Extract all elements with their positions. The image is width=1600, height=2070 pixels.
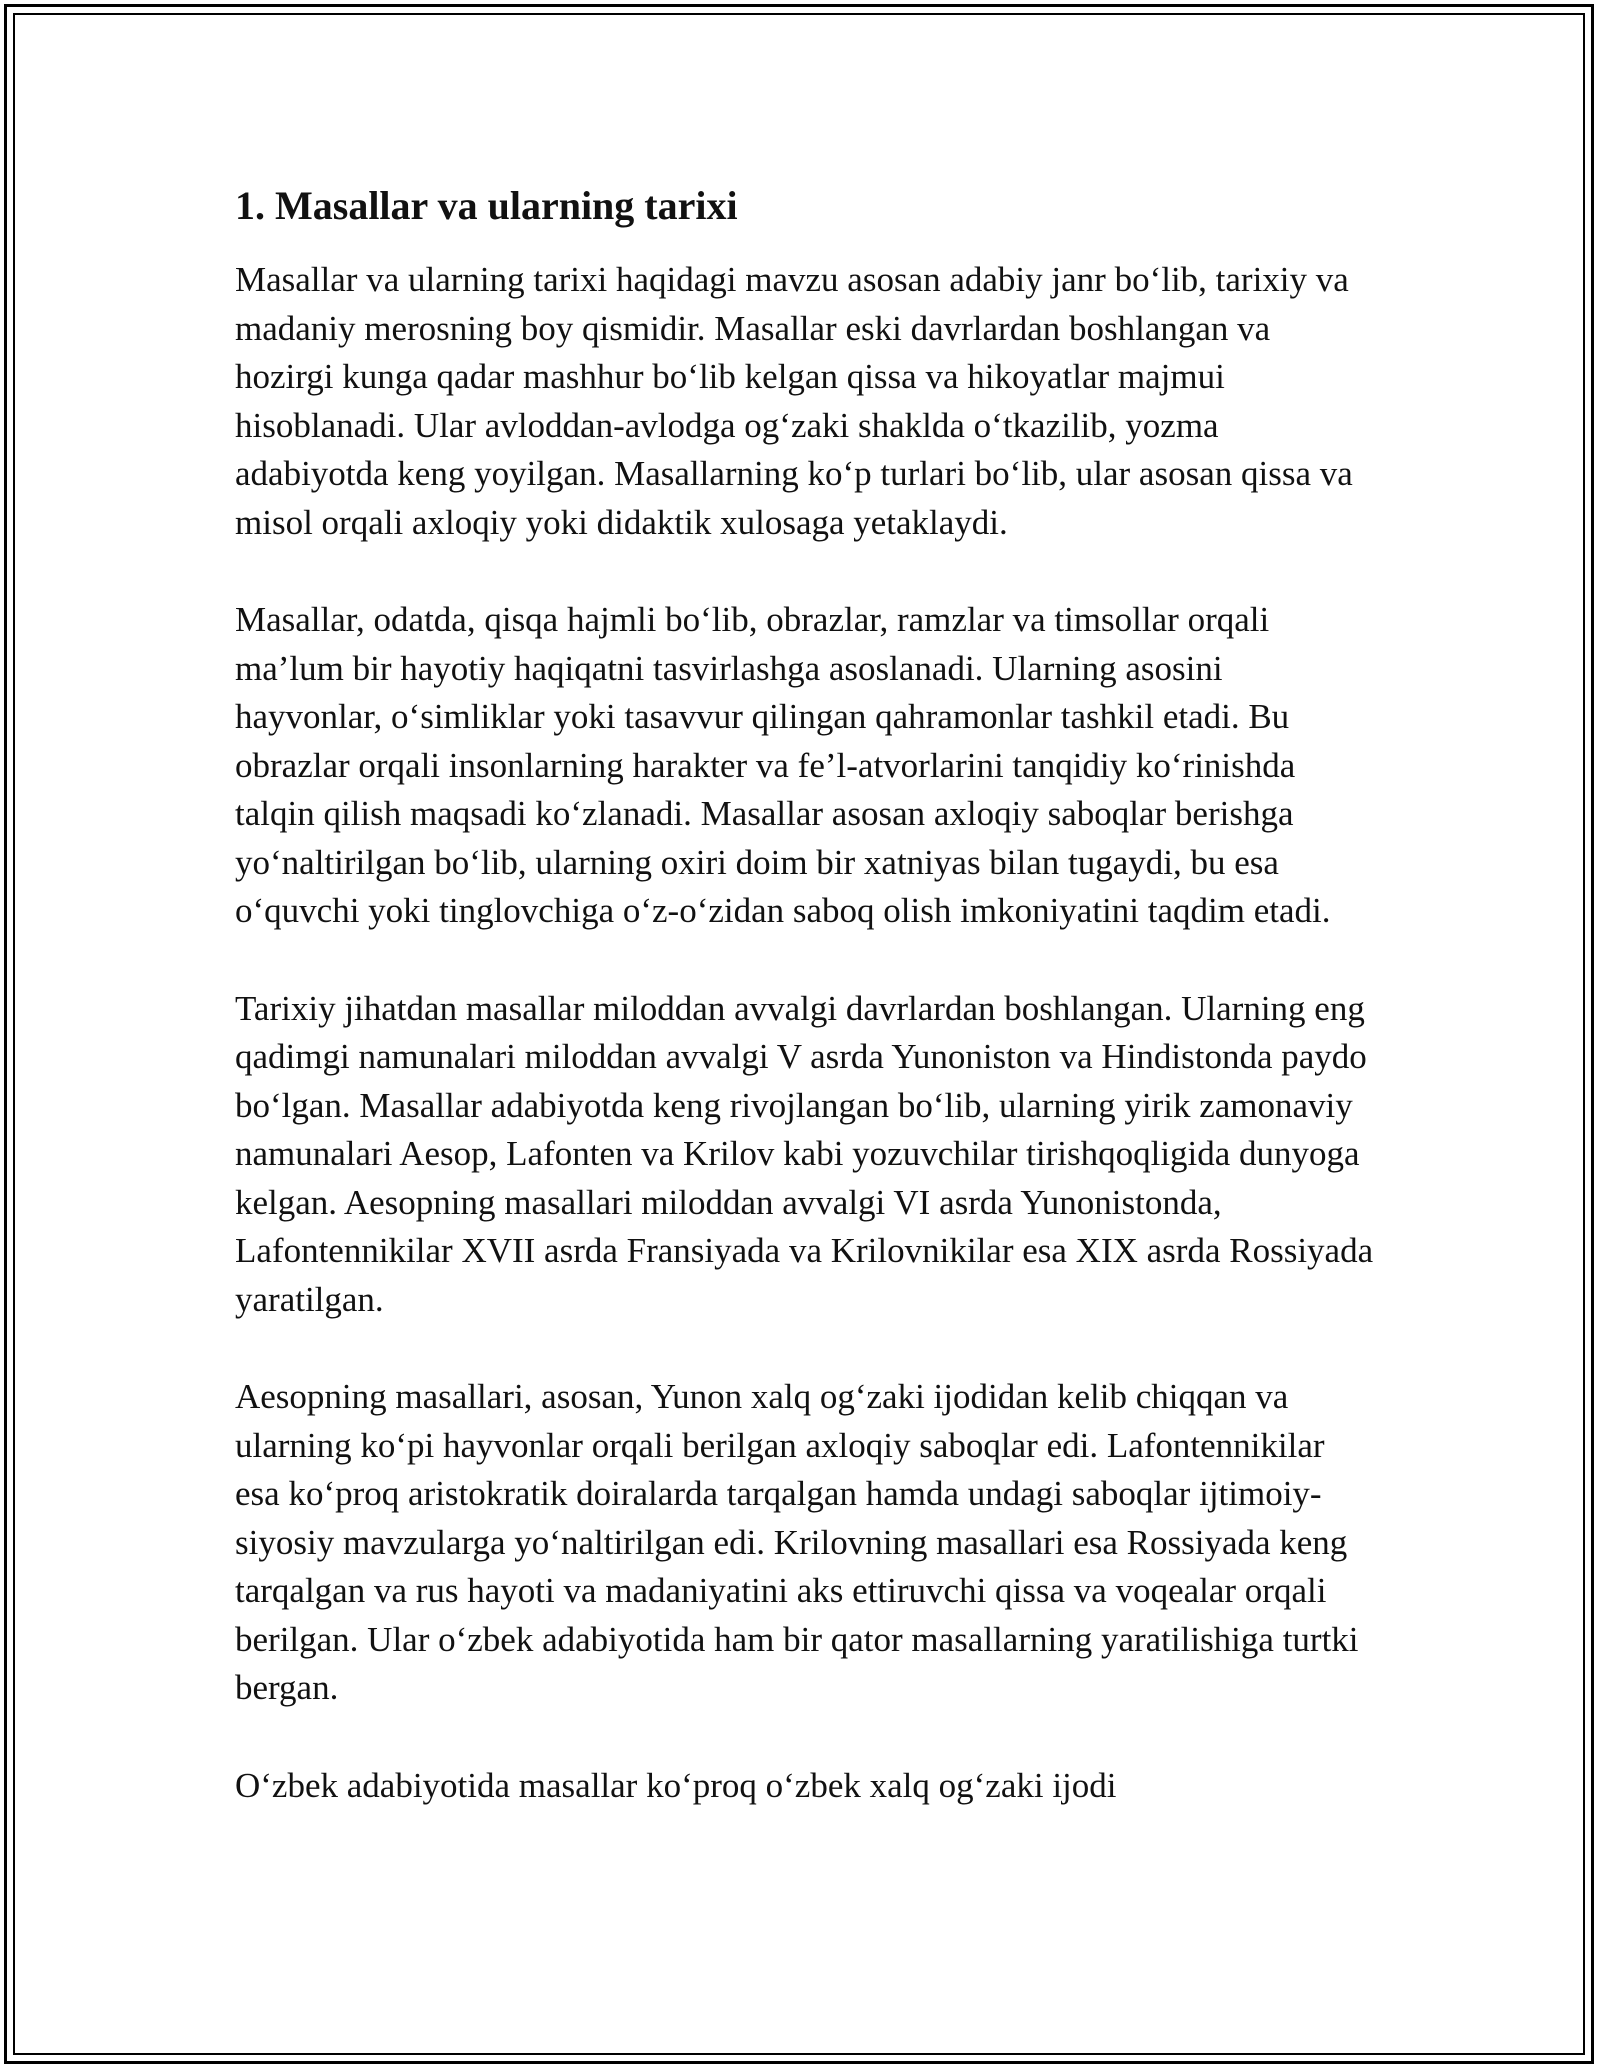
paragraph-5: O‘zbek adabiyotida masallar ko‘proq o‘zbek xalq og‘zaki ijodi: [235, 1765, 1117, 1805]
paragraph-1: Masallar va ularning tarixi haqidagi mavzu asosan adabiy janr bo‘lib, tarixiy va madaniy merosning boy qismidir. Masallar eski davrlardan boshlangan va hozirgi kunga qadar mashhur bo‘lib kelgan qissa va hikoyatlar majmui hisoblanadi. Ular avloddan-avlodga og‘zaki shaklda o‘tkazilib, yozma adabiyotda keng yoyilgan. Masallarning ko‘p turlari bo‘lib, ular asosan qissa va misol orqali axloqiy yoki didaktik xulosaga yetaklaydi.: [235, 260, 1353, 542]
paragraph-2: Masallar, odatda, qisqa hajmli bo‘lib, obrazlar, ramzlar va timsollar orqali ma’lum bir hayotiy haqiqatni tasvirlashga asoslanadi. Ularning asosini hayvonlar, o‘simliklar yoki tasavvur qilingan qahramonlar tashkil etadi. Bu obrazlar orqali insonlarning harakter va fe’l-atvorlarini tanqidiy ko‘rinishda talqin qilish maqsadi ko‘zlanadi. Masallar asosan axloqiy saboqlar berishga yo‘naltirilgan bo‘lib, ularning oxiri doim bir xatniyas bilan tugaydi, bu esa o‘quvchi yoki tinglovchiga o‘z-o‘zidan saboq olish imkoniyatini taqdim etadi.: [235, 600, 1331, 930]
paragraph-4: Aesopning masallari, asosan, Yunon xalq og‘zaki ijodidan kelib chiqqan va ularning ko‘pi hayvonlar orqali berilgan axloqiy saboqlar edi. Lafontennikilar esa ko‘proq aristokratik doiralarda tarqalgan hamda undagi saboqlar ijtimoiy-siyosiy mavzularga yo‘naltirilgan edi. Krilovning masallari esa Rossiyada keng tarqalgan va rus hayoti va madaniyatini aks ettiruvchi qissa va voqealar orqali berilgan. Ular o‘zbek adabiyotida ham bir qator masallarning yaratilishiga turtki bergan.: [235, 1377, 1359, 1707]
paragraph-3: Tarixiy jihatdan masallar miloddan avvalgi davrlardan boshlangan. Ularning eng qadimgi namunalari miloddan avvalgi V asrda Yunoniston va Hindistonda paydo bo‘lgan. Masallar adabiyotda keng rivojlangan bo‘lib, ularning yirik zamonaviy namunalari Aesop, Lafonten va Krilov kabi yozuvchilar tirishqoqligida dunyoga kelgan. Aesopning masallari miloddan avvalgi VI asrda Yunonistonda, Lafontennikilar XVII asrda Fransiyada va Krilovnikilar esa XIX asrda Rossiyada yaratilgan.: [235, 988, 1374, 1319]
document-body: [235, 178, 1375, 1859]
section-heading: 1. Masallar va ularning tarixi: [235, 183, 738, 228]
